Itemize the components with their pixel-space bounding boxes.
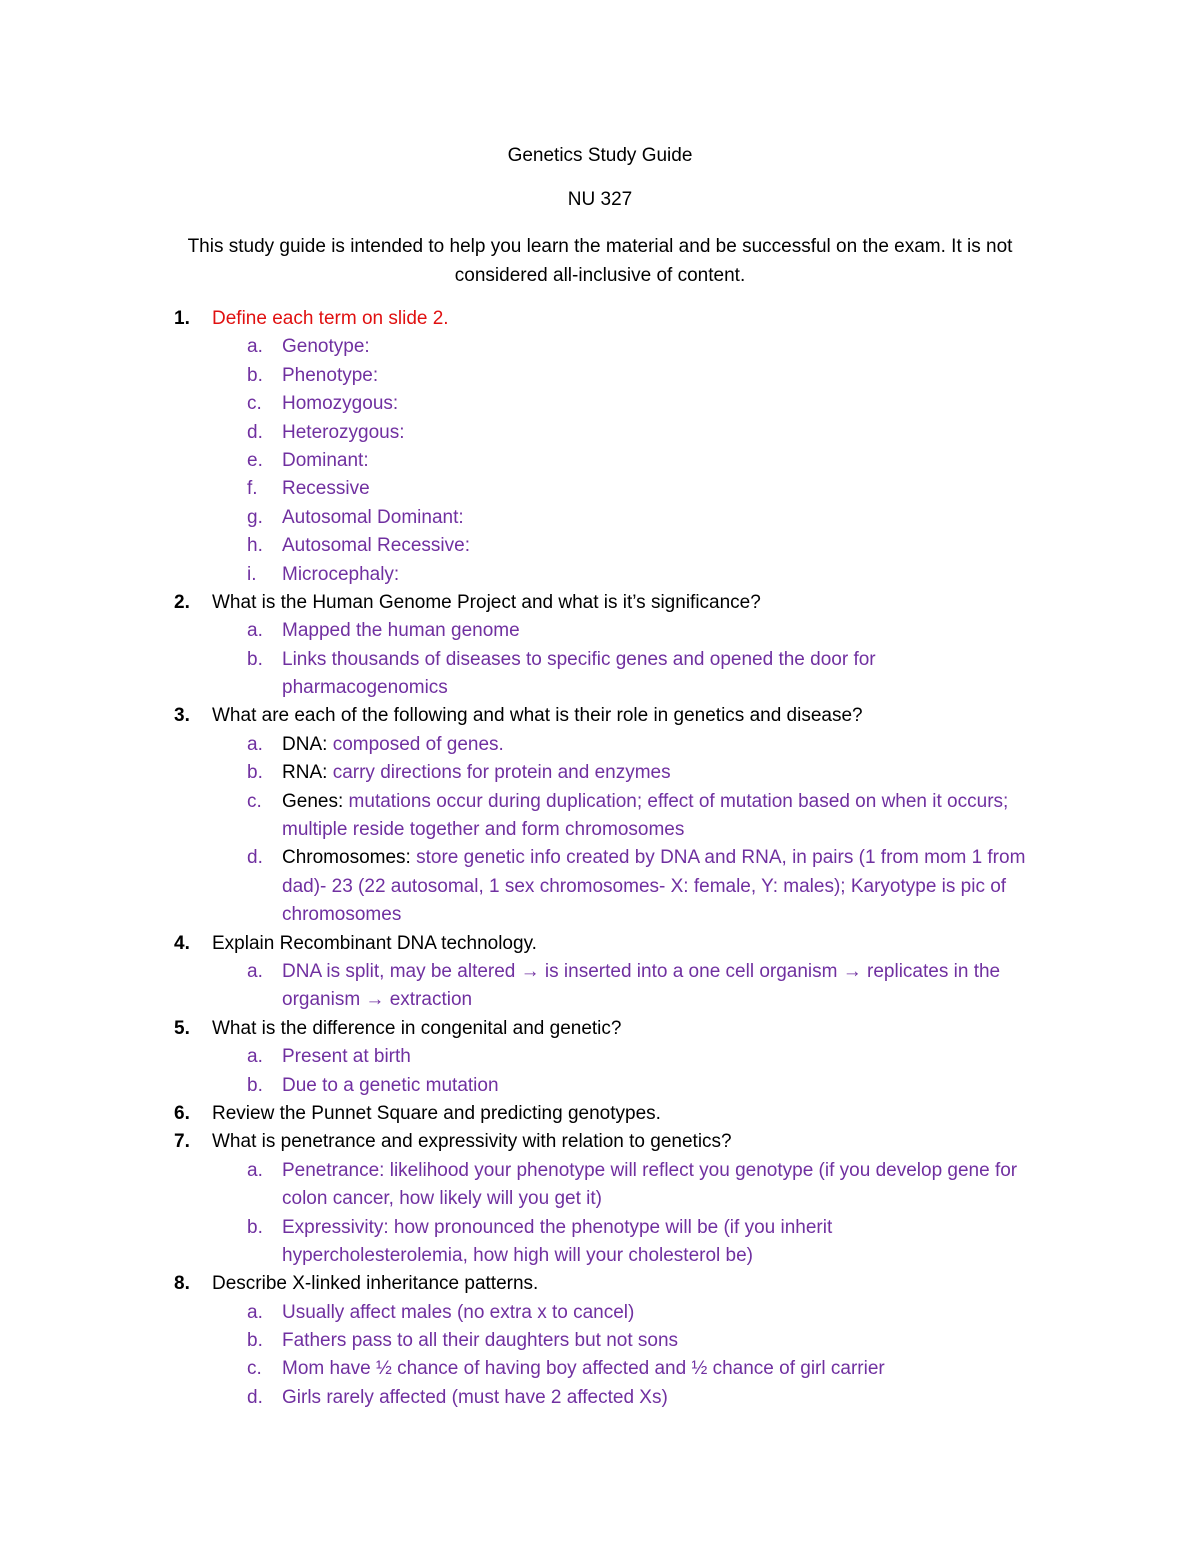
- answer-item: [0, 1355, 1200, 1383]
- question-item: [0, 930, 1200, 958]
- answer-text: Girls rarely affected (must have 2 affected Xs): [282, 1386, 668, 1408]
- answer-text: [282, 759, 671, 787]
- question-item: [0, 1128, 1200, 1156]
- answer-text: Fathers pass to all their daughters but not sons: [282, 1330, 679, 1352]
- answer-detail: carry directions for protein and enzymes: [332, 762, 671, 784]
- answer-term: Genes:: [282, 790, 344, 812]
- answer-text: Mom have ½ chance of having boy affected and ½ chance of girl carrier: [282, 1358, 885, 1380]
- question-text: What is the difference in congenital and genetic?: [212, 1017, 622, 1039]
- question-item: [0, 589, 1200, 617]
- answer-letter: b.: [247, 648, 263, 670]
- answer-text: [282, 731, 504, 759]
- answer-item: [0, 390, 1200, 418]
- answer-continuation: [0, 873, 1200, 901]
- answer-text: Microcephaly:: [282, 563, 400, 585]
- answer-item: [0, 333, 1200, 361]
- question-number: 7.: [174, 1131, 190, 1153]
- answer-letter: g.: [247, 506, 263, 528]
- question-text: What is the Human Genome Project and what is it’s significance?: [212, 591, 761, 613]
- document-title: Genetics Study Guide: [507, 145, 693, 166]
- question-list: [0, 305, 1200, 1412]
- answer-letter: a.: [247, 960, 263, 982]
- question-text: Review the Punnet Square and predicting genotypes.: [212, 1102, 661, 1124]
- answer-letter: b.: [247, 1074, 263, 1096]
- question-number: 5.: [174, 1017, 190, 1039]
- answer-text: Phenotype:: [282, 364, 379, 386]
- answer-item: [0, 844, 1200, 872]
- question-number: 2.: [174, 591, 190, 613]
- answer-item: [0, 532, 1200, 560]
- answer-text: multiple reside together and form chromosomes: [282, 819, 685, 841]
- answer-letter: h.: [247, 535, 263, 557]
- answer-letter: c.: [247, 790, 262, 812]
- answer-letter: b.: [247, 1330, 263, 1352]
- answer-letter: d.: [247, 847, 263, 869]
- answer-text: Recessive: [282, 478, 370, 500]
- answer-text: Mapped the human genome: [282, 620, 520, 642]
- answer-letter: a.: [247, 620, 263, 642]
- answer-continuation: [0, 816, 1200, 844]
- answer-letter: a.: [247, 336, 263, 358]
- answer-text: Autosomal Dominant:: [282, 506, 464, 528]
- answer-letter: i.: [247, 563, 257, 585]
- answer-detail: composed of genes.: [332, 733, 504, 755]
- answer-letter: d.: [247, 421, 263, 443]
- answer-item: [0, 475, 1200, 503]
- question-item: [0, 702, 1200, 730]
- answer-text: [282, 844, 1025, 872]
- answer-text: colon cancer, how likely will you get it): [282, 1188, 602, 1210]
- answer-text: organism → extraction: [282, 989, 473, 1011]
- answer-item: [0, 1214, 1200, 1242]
- answer-item: [0, 419, 1200, 447]
- question-number: 1.: [174, 308, 190, 329]
- answer-item: [0, 1384, 1200, 1412]
- answer-letter: b.: [247, 1216, 263, 1238]
- question-number: 8.: [174, 1273, 190, 1295]
- answer-letter: a.: [247, 1301, 263, 1323]
- answer-text: Genotype:: [282, 336, 370, 358]
- answer-text: Autosomal Recessive:: [282, 535, 470, 557]
- question-item: [0, 1270, 1200, 1298]
- answer-text: hypercholesterolemia, how high will your cholesterol be): [282, 1244, 754, 1266]
- answer-text: Expressivity: how pronounced the phenotype will be (if you inherit: [282, 1216, 833, 1238]
- answer-letter: d.: [247, 1386, 263, 1408]
- answer-item: [0, 504, 1200, 532]
- course-code: NU 327: [567, 189, 633, 210]
- answer-continuation: [0, 986, 1200, 1014]
- answer-item: [0, 617, 1200, 645]
- answer-letter: b.: [247, 364, 263, 386]
- answer-text: Links thousands of diseases to specific genes and opened the door for: [282, 648, 876, 670]
- intro-paragraph: This study guide is intended to help you learn the material and be successful on the exam. It is not considered all-inclusive of content.: [187, 236, 1013, 286]
- question-number: 6.: [174, 1102, 190, 1124]
- answer-continuation: [0, 1185, 1200, 1213]
- answer-item: [0, 447, 1200, 475]
- answer-item: [0, 1157, 1200, 1185]
- answer-letter: c.: [247, 1358, 262, 1380]
- answer-text: dad)- 23 (22 autosomal, 1 sex chromosomes- X: female, Y: males); Karyotype is pic of: [282, 875, 1007, 897]
- answer-item: [0, 788, 1200, 816]
- answer-letter: c.: [247, 393, 262, 415]
- answer-letter: b.: [247, 762, 263, 784]
- answer-item: [0, 731, 1200, 759]
- answer-text: [282, 788, 1008, 816]
- question-text: What are each of the following and what is their role in genetics and disease?: [212, 705, 863, 727]
- answer-text: Heterozygous:: [282, 421, 405, 443]
- answer-term: RNA:: [282, 762, 328, 784]
- answer-item: [0, 1327, 1200, 1355]
- answer-text: Penetrance: likelihood your phenotype will reflect you genotype (if you develop gene for: [282, 1159, 1018, 1181]
- answer-item: [0, 362, 1200, 390]
- question-text: Describe X-linked inheritance patterns.: [212, 1273, 539, 1295]
- answer-text: pharmacogenomics: [282, 677, 448, 699]
- answer-text: Present at birth: [282, 1046, 411, 1068]
- answer-text: Usually affect males (no extra x to cancel): [282, 1301, 635, 1323]
- question-text: Define each term on slide 2.: [212, 308, 449, 329]
- answer-text: DNA is split, may be altered → is inserted into a one cell organism → replicates in the: [282, 960, 1001, 982]
- answer-text: Homozygous:: [282, 393, 399, 415]
- answer-letter: a.: [247, 1159, 263, 1181]
- question-item: [0, 1015, 1200, 1043]
- answer-term: DNA:: [282, 733, 328, 755]
- question-item: [0, 305, 1200, 333]
- answer-detail: store genetic info created by DNA and RNA, in pairs (1 from mom 1 from: [416, 847, 1026, 869]
- answer-detail: mutations occur during duplication; effect of mutation based on when it occurs;: [348, 790, 1009, 812]
- question-text: What is penetrance and expressivity with relation to genetics?: [212, 1131, 732, 1153]
- answer-item: [0, 1072, 1200, 1100]
- answer-term: Chromosomes:: [282, 847, 411, 869]
- answer-text: chromosomes: [282, 904, 402, 926]
- question-item: [0, 1100, 1200, 1128]
- question-number: 3.: [174, 705, 190, 727]
- answer-letter: a.: [247, 733, 263, 755]
- answer-item: [0, 958, 1200, 986]
- answer-letter: f.: [247, 478, 258, 500]
- question-text: Explain Recombinant DNA technology.: [212, 932, 537, 954]
- answer-letter: e.: [247, 449, 263, 471]
- answer-continuation: [0, 1242, 1200, 1270]
- answer-item: [0, 646, 1200, 674]
- answer-continuation: [0, 901, 1200, 929]
- answer-text: Dominant:: [282, 449, 369, 471]
- question-number: 4.: [174, 932, 190, 954]
- answer-item: [0, 561, 1200, 589]
- answer-text: Due to a genetic mutation: [282, 1074, 499, 1096]
- answer-letter: a.: [247, 1046, 263, 1068]
- answer-item: [0, 759, 1200, 787]
- answer-item: [0, 1299, 1200, 1327]
- answer-continuation: [0, 674, 1200, 702]
- answer-item: [0, 1043, 1200, 1071]
